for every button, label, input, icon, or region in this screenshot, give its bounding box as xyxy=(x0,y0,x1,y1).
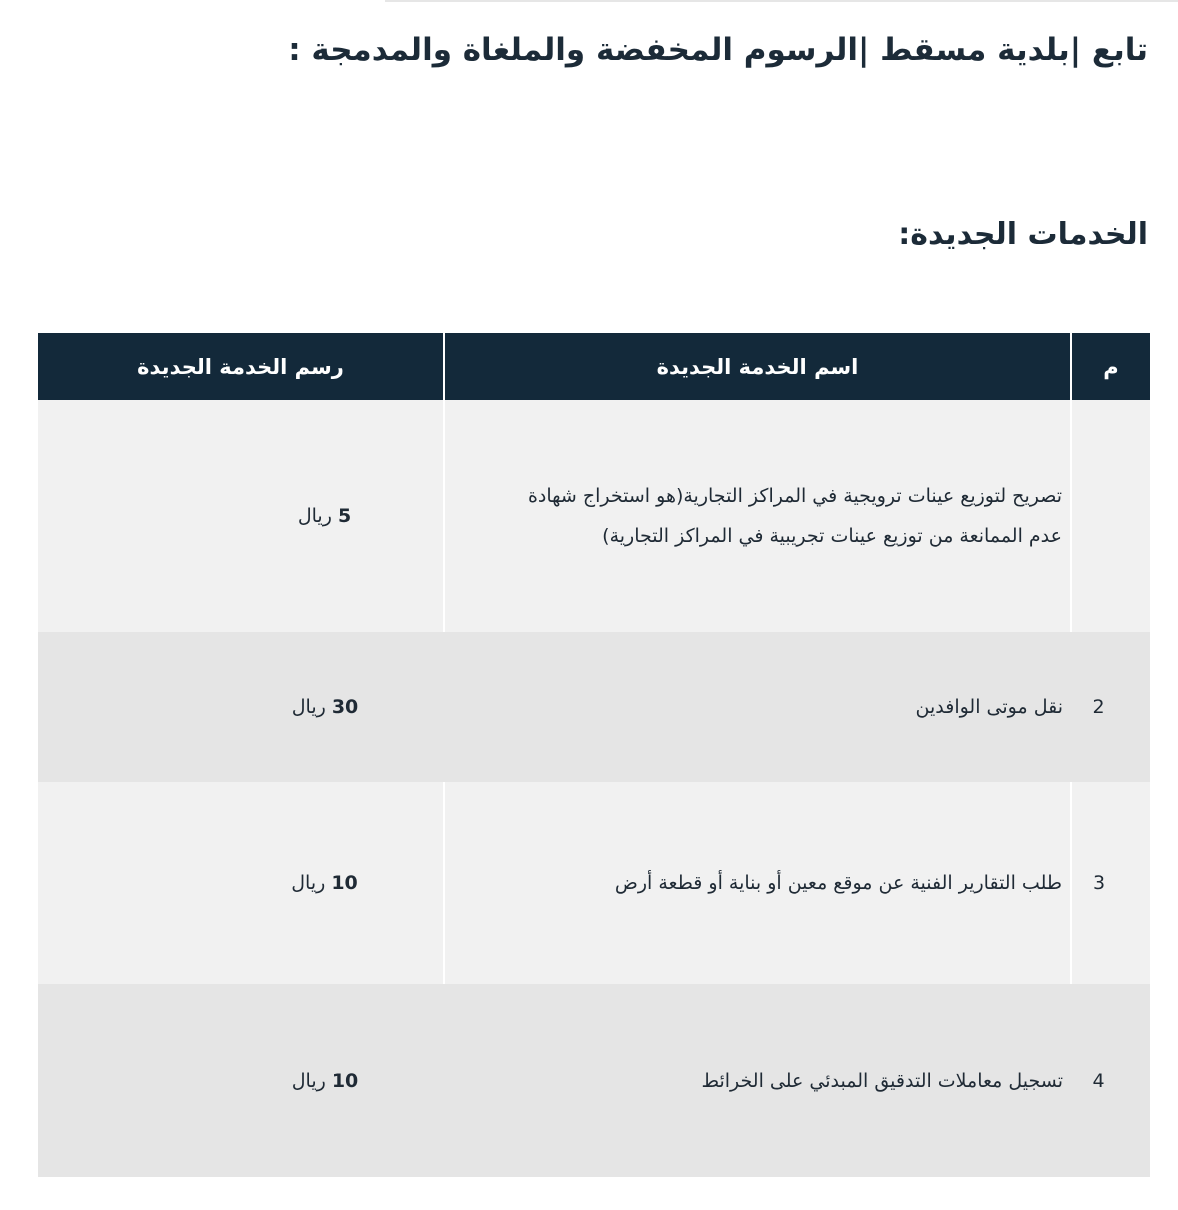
fee-unit: ريال xyxy=(297,505,332,527)
row-number xyxy=(1071,400,1150,632)
row-service-name xyxy=(444,632,1071,782)
service-name-line: طلب التقارير الفنية عن موقع معين أو بناية أو قطعة أرض xyxy=(614,872,1062,894)
fee-amount: 30 xyxy=(331,696,359,718)
service-name-line: تصريح لتوزيع عينات ترويجية في المراكز التجارية(هو استخراج شهادة xyxy=(527,485,1062,507)
header-service-fee: رسم الخدمة الجديدة xyxy=(38,333,444,400)
fee-amount: 10 xyxy=(331,1069,359,1092)
header-service-name: اسم الخدمة الجديدة xyxy=(444,333,1071,400)
fee-amount: 10 xyxy=(331,872,358,894)
new-services-table xyxy=(38,333,1150,1177)
row-service-fee xyxy=(38,782,444,984)
row-service-fee xyxy=(38,400,444,632)
fee-unit: ريال xyxy=(291,872,326,894)
row-number: 3 xyxy=(1071,782,1150,984)
section-heading: الخدمات الجديدة: xyxy=(898,217,1148,252)
table-row xyxy=(38,400,1150,632)
table-row xyxy=(38,782,1150,984)
fee-unit: ريال xyxy=(291,1069,326,1092)
top-divider xyxy=(385,0,1178,2)
page-title: تابع |بلدية مسقط |الرسوم المخفضة والملغاة والمدمجة : xyxy=(288,32,1148,68)
table-row xyxy=(38,632,1150,782)
fee-unit: ريال xyxy=(291,696,326,718)
table-row xyxy=(38,984,1150,1177)
fee-amount: 5 xyxy=(337,505,352,527)
row-service-name xyxy=(444,782,1071,984)
table-header-row xyxy=(38,333,1150,400)
service-name-line: تسجيل معاملات التدقيق المبدئي على الخرائط xyxy=(701,1069,1063,1092)
row-service-fee xyxy=(38,632,444,782)
row-number: 2 xyxy=(1071,632,1150,782)
service-name-line: نقل موتى الوافدين xyxy=(915,696,1063,718)
row-service-name xyxy=(444,400,1071,632)
service-name-line: عدم الممانعة من توزيع عينات تجريبية في المراكز التجارية) xyxy=(602,525,1062,547)
row-service-name xyxy=(444,984,1071,1177)
header-number: م xyxy=(1071,333,1150,400)
row-service-fee xyxy=(38,984,444,1177)
row-number: 4 xyxy=(1071,984,1150,1177)
